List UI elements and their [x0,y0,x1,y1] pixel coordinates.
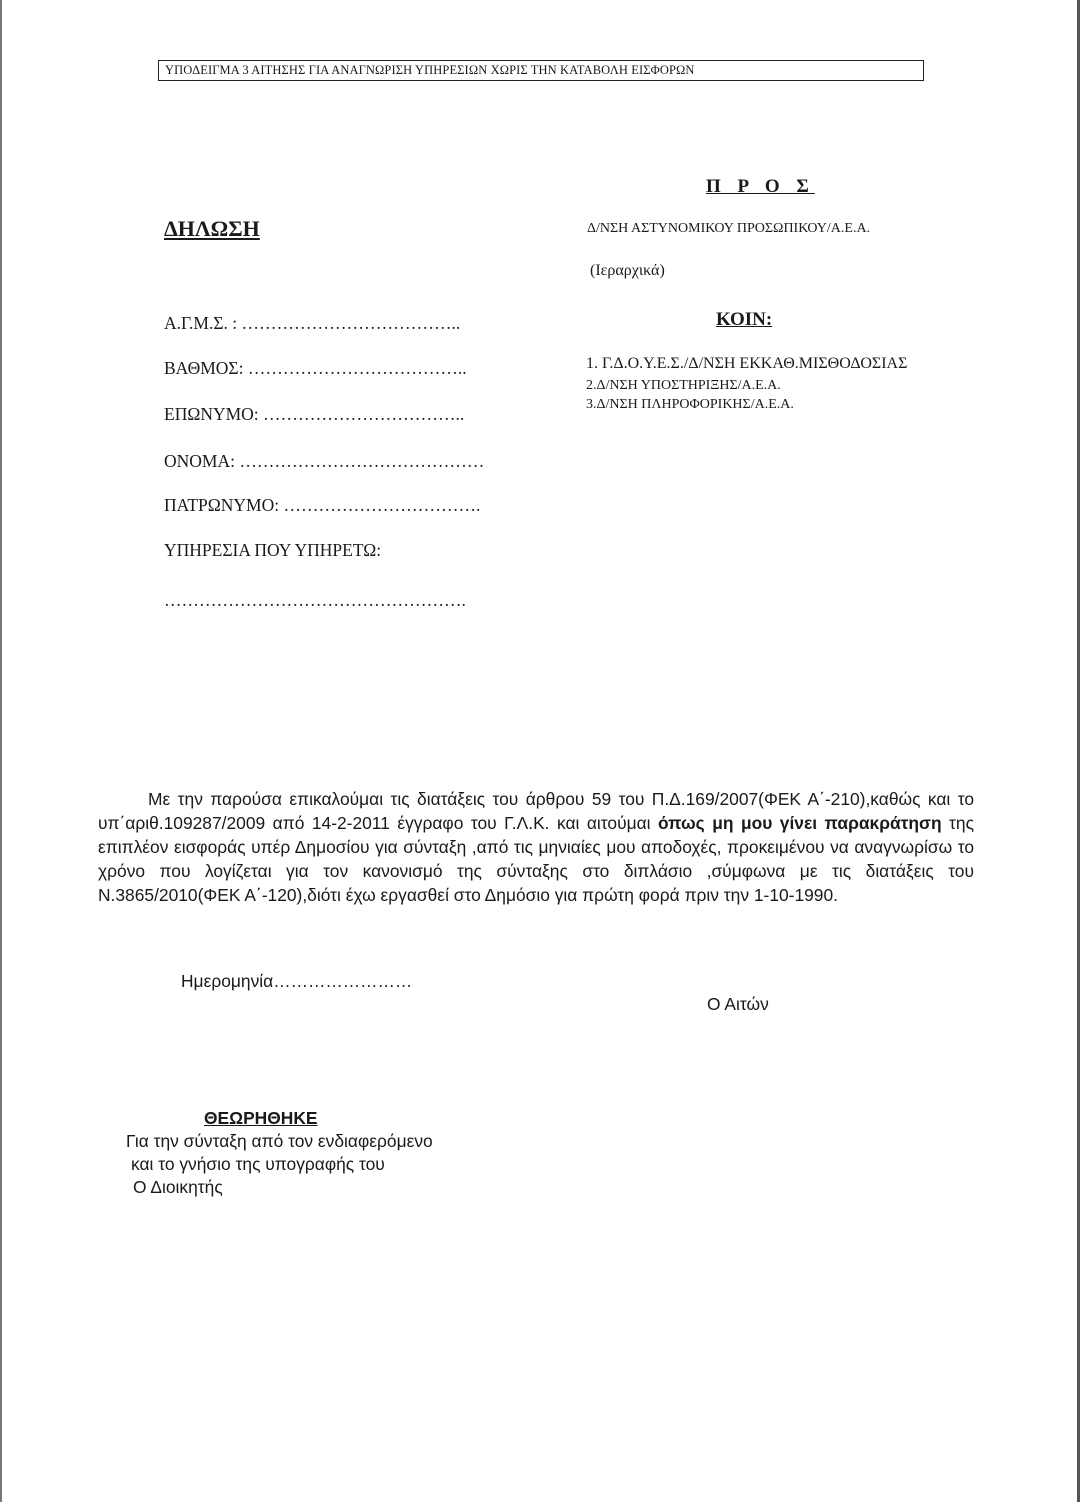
date-line: Ημερομηνία…………………… [181,971,413,991]
field-dots: ……………………………. [283,495,481,515]
field-label: ΕΠΩΝΥΜΟ: [164,404,259,424]
field-label: ΟΝΟΜΑ: [164,451,235,471]
field-service-dots: ……………………………………………. [164,590,466,610]
field-service [164,540,381,561]
seen-line-2: και το γνήσιο της υπογραφής του [131,1154,385,1174]
cc-heading: ΚΟΙΝ: [716,309,773,330]
declaration-title: ΔΗΛΩΣΗ [164,216,260,241]
field-fathers-name [164,495,480,516]
applicant-label: Ο Αιτών [707,994,769,1014]
paragraph-part-2: της επιπλέον εισφοράς υπέρ Δημοσίου για σύνταξη ,από τις μηνιαίες μου αποδοχές, προκειμένου να αναγνωρίσω το χρόνο που λογίζεται για τον κανονισμό της σύνταξης στο διπλάσιο ,σύμφωνα με τις διατάξεις του Ν.3865/2010(ΦΕΚ Α΄-120),διότι έχω εργασθεί στο Δημόσιο για πρώτη φορά πριν την 1-10-1990. [98,813,974,905]
field-agms [164,313,460,334]
paragraph-part-1: Με την παρούσα επικαλούμαι τις διατάξεις του άρθρου 59 του Π.Δ.169/2007(ΦΕΚ Α΄-210),καθώς και το υπ΄αριθ.109287/2009 από 14-2-2011 έγγραφο του Γ.Λ.Κ. και αιτούμαι [98,789,974,833]
commander-label: Ο Διοικητής [133,1177,223,1197]
form-title-box: ΥΠΟΔΕΙΓΜΑ 3 ΑΙΤΗΣΗΣ ΓΙΑ ΑΝΑΓΝΩΡΙΣΗ ΥΠΗΡΕΣΙΩΝ ΧΩΡΙΣ ΤΗΝ ΚΑΤΑΒΟΛΗ ΕΙΣΦΟΡΩΝ [158,60,924,81]
recipient: Δ/ΝΣΗ ΑΣΤΥΝΟΜΙΚΟΥ ΠΡΟΣΩΠΙΚΟΥ/Α.Ε.Α. [587,221,871,236]
seen-title: ΘΕΩΡΗΘΗΚΕ [204,1108,318,1128]
hierarchy-note: (Ιεραρχικά) [590,262,665,279]
field-label: ΥΠΗΡΕΣΙΑ ΠΟΥ ΥΠΗΡΕΤΩ: [164,540,382,560]
field-name [164,451,484,472]
field-label: ΠΑΤΡΩΝΥΜΟ: [164,495,280,515]
field-dots: ……………………………….. [247,358,467,378]
field-rank [164,358,467,379]
field-label: ΒΑΘΜΟΣ: [164,358,244,378]
paragraph-emphasis: όπως μη μου γίνει παρακράτηση [658,813,942,833]
seen-line-1: Για την σύνταξη από τον ενδιαφερόμενο [126,1131,433,1151]
field-dots: ……………………………….. [241,313,461,333]
field-dots: …………………………….. [263,404,465,424]
to-heading: Π Ρ Ο Σ [706,176,815,197]
page-left-border [0,0,2,1502]
field-dots: …………………………………… [239,451,485,471]
cc-item-3: 3.Δ/ΝΣΗ ΠΛΗΡΟΦΟΡΙΚΗΣ/Α.Ε.Α. [586,397,794,412]
request-paragraph [98,787,974,907]
field-surname [164,404,464,425]
field-label: Α.Γ.Μ.Σ. : [164,313,238,333]
cc-item-2: 2.Δ/ΝΣΗ ΥΠΟΣΤΗΡΙΞΗΣ/Α.Ε.Α. [586,378,781,393]
cc-item-1: 1. Γ.Δ.Ο.Υ.Ε.Σ./Δ/ΝΣΗ ΕΚΚΑΘ.ΜΙΣΘΟΔΟΣΙΑΣ [586,355,908,372]
